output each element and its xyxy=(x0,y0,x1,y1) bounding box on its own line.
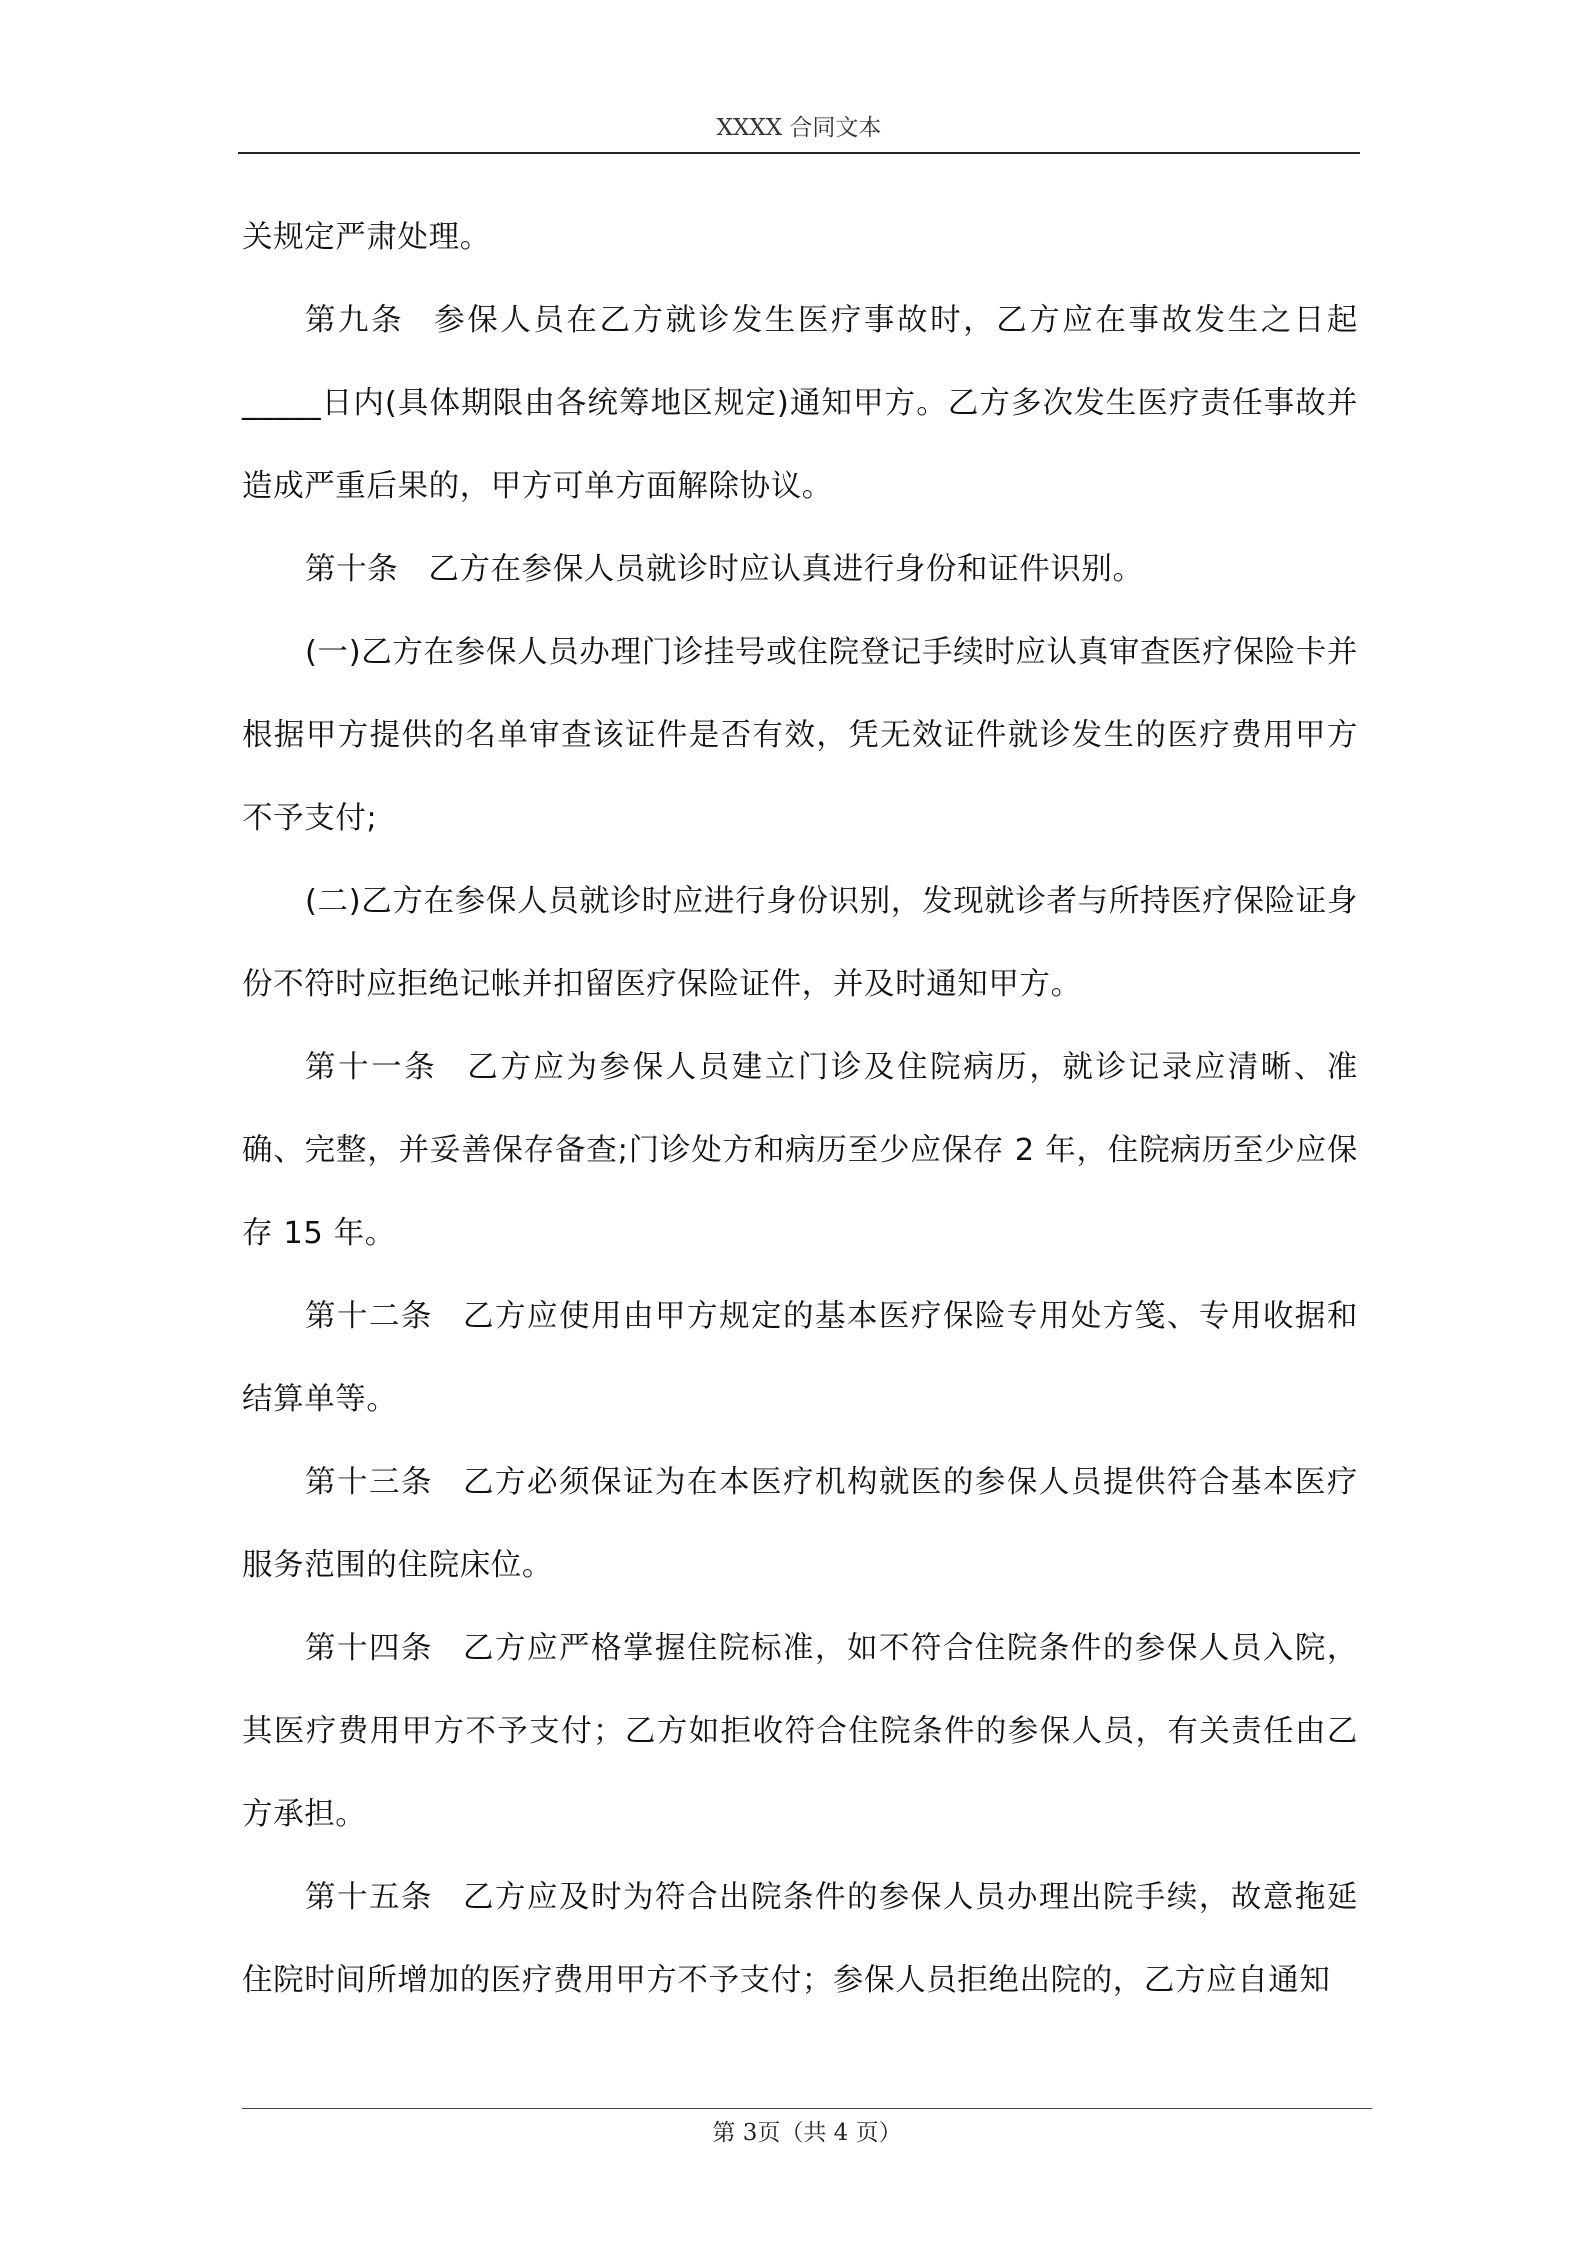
article-15 xyxy=(242,1856,1358,2022)
document-body xyxy=(242,196,1358,2022)
article-13 xyxy=(242,1441,1358,1607)
article-text: 乙方应为参保人员建立门诊及住院病历，就诊记录应清晰、准确、完整，并妥善保存备查;门诊处方和病历至少应保存 2 年，住院病历至少应保存 15 年。 xyxy=(242,1050,1359,1251)
article-14 xyxy=(242,1607,1358,1856)
article-number: 第十二条 xyxy=(305,1299,433,1334)
clause-text: (一)乙方在参保人员办理门诊挂号或住院登记手续时应认真审查医疗保险卡并根据甲方提供的名单审查该证件是否有效，凭无效证件就诊发生的医疗费用甲方不予支付; xyxy=(242,635,1358,836)
article-number: 第十五条 xyxy=(305,1880,433,1915)
article-12 xyxy=(242,1275,1358,1441)
article-number: 第十四条 xyxy=(305,1631,433,1666)
article-number: 第十三条 xyxy=(305,1465,433,1500)
paragraph xyxy=(242,196,1358,279)
article-number: 第十条 xyxy=(305,552,399,587)
article-10 xyxy=(242,528,1358,611)
article-text: 参保人员在乙方就诊发生医疗事故时，乙方应在事故发生之日起_____日内(具体期限由各统筹地区规定)通知甲方。乙方多次发生医疗责任事故并造成严重后果的，甲方可单方面解除协议。 xyxy=(242,303,1358,504)
page-header xyxy=(238,112,1360,154)
page-number: 第 3页（共 4 页） xyxy=(712,2120,902,2146)
article-11 xyxy=(242,1026,1358,1275)
article-text: 乙方应及时为符合出院条件的参保人员办理出院手续，故意拖延住院时间所增加的医疗费用甲方不予支付；参保人员拒绝出院的，乙方应自通知 xyxy=(242,1880,1358,1998)
article-text: 乙方应严格掌握住院标准，如不符合住院条件的参保人员入院，其医疗费用甲方不予支付；乙方如拒收符合住院条件的参保人员，有关责任由乙方承担。 xyxy=(242,1631,1358,1832)
clause-1 xyxy=(242,611,1358,860)
header-title: XXXX 合同文本 xyxy=(716,115,882,141)
article-text: 乙方在参保人员就诊时应认真进行身份和证件识别。 xyxy=(428,552,1144,587)
article-text: 乙方应使用由甲方规定的基本医疗保险专用处方笺、专用收据和结算单等。 xyxy=(242,1299,1358,1417)
article-text: 乙方必须保证为在本医疗机构就医的参保人员提供符合基本医疗服务范围的住院床位。 xyxy=(242,1465,1358,1583)
article-9 xyxy=(242,279,1358,528)
clause-text: (二)乙方在参保人员就诊时应进行身份识别，发现就诊者与所持医疗保险证身份不符时应拒绝记帐并扣留医疗保险证件，并及时通知甲方。 xyxy=(242,884,1358,1002)
page-footer xyxy=(242,2108,1372,2159)
clause-2 xyxy=(242,860,1358,1026)
paragraph-text: 关规定严肃处理。 xyxy=(242,220,491,255)
article-number: 第十一条 xyxy=(305,1050,438,1085)
article-number: 第九条 xyxy=(305,303,405,338)
